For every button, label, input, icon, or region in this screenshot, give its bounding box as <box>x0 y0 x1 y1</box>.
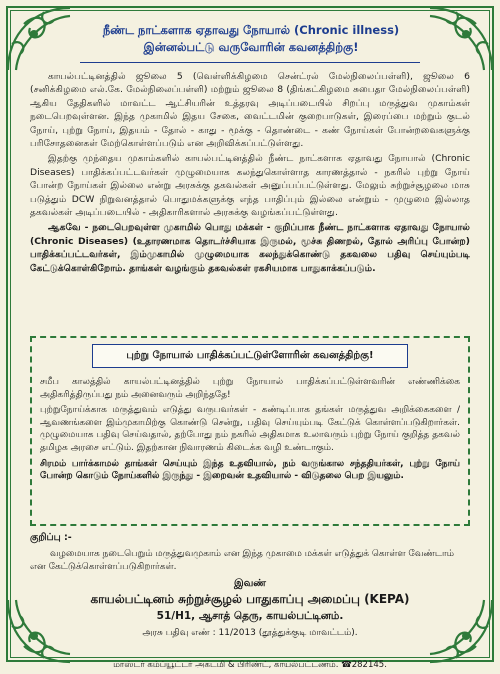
corner-ornament-top-left <box>4 4 74 74</box>
header-title: நீண்ட நாட்களாக ஏதாவது நோயால் (Chronic illness) <box>102 23 400 37</box>
organization-name: காயல்பட்டினம் சுற்றுச்சூழல் பாதுகாப்பு அமைப்பு (KEPA) <box>90 592 410 606</box>
registration-number: அரசு பதிவு எண் : 11/2013 (தூத்துக்குடி மாவட்டம்). <box>142 628 358 638</box>
header-subtitle: இன்னல்பட்டு வருவோரின் கவனத்திற்கு! <box>143 40 359 54</box>
cancer-notice-body <box>40 376 460 486</box>
header-divider <box>80 62 420 63</box>
cancer-paragraph-1: சமீப காலத்தில் காயல்பட்டினத்தில் புற்று நோயால் பாதிக்கப்பட்டுள்ளவரின் எண்ணிக்கை அதிகரித்திருப்பது நம் அனைவரும் அறிந்ததே! <box>40 377 460 400</box>
organization-address: 51/H1, ஆசாத் தெரு, காயல்பட்டினம். <box>156 610 344 622</box>
printer-footer: மாஸ்டர் கம்ப்யூட்டர் அகடமி & பிரிண்ட், காயல்பட்டணம். ☎282145. <box>113 660 387 670</box>
paragraph-previous-camps: இதற்கு முந்தைய முகாம்களில் காயல்பட்டினத்தில் நீண்ட நாட்களாக ஏதாவது நோயால் (Chronic Diseases) பாதிக்கப்பட்டவர்கள் முழுமையாக கலந்துகொள்ளாத காரணத்தால் - நகரில் புற்று நோய் போன்ற நோய்கள் இல்லை என்று அரசுக்கு தகவல்கள் அனுப்பப்பட்டுள்ளது. மேலும் சுற்றுச்சூழலை மாசு படுத்தும் DCW நிறுவனத்தால் பொதுமக்களுக்கு எந்த பாதிப்பும் இல்லை என்றும் - முழுமை இல்லாத தகவல்கள் அடிப்படையில் - அதிகாரிகளால் அரசுக்கு வழங்கப்பட்டுள்ளது. <box>30 153 470 219</box>
closing-note: வழமையாக நடைபெறும் மருத்துவமுகாம் என இந்த முகாமை மக்கள் எடுத்துக் கொள்ள வேண்டாம் என கேட்டுக்கொள்ளப்படுகிறார்கள். <box>30 549 454 572</box>
note-label: குறிப்பு :- <box>30 532 72 543</box>
cancer-paragraph-2: புற்றுநோய்க்காக மருத்துவம் எடுத்து வருபவர்கள் - கண்டிப்பாக தங்கள் மருத்துவ அறிக்கைகளை / ஆவணங்களை இம்முகாமிற்கு கொண்டு சென்று, பதிவு செய்யும்படி கேட்டுக் கொள்ளப்படுகிறார்கள். முழுமையாக பதிவு செய்வதால், தற்போது நம் நகரில் அதிகமாக உலாவரும் புற்று நோய் குறித்த தகவல் தமிழக அரசை எட்டும். இதற்கான நிவாரணம் கிடைக்க வழி உண்டாகும். <box>40 405 460 453</box>
main-body <box>30 70 470 277</box>
signoff: இவண் <box>233 578 267 589</box>
corner-ornament-top-right <box>426 4 496 74</box>
page-header <box>92 22 410 56</box>
cancer-paragraph-3: சிரமம் பார்க்காமல் தாங்கள் செய்யும் இந்த உதவியால், நம் வருங்கால சந்ததியர்கள், புற்று நோய் போன்ற கொடும் நோய்களில் இருந்து - இறைவன் உதவியால் - விடுதலை பெற இயலும். <box>40 458 460 482</box>
paragraph-appeal: ஆகவே - நடைபெறவுள்ள முகாமில் பொது மக்கள் - குறிப்பாக நீண்ட நாட்களாக ஏதாவது நோயால் (Chronic Diseases) (உதாரணமாக தொடர்ச்சியாக இருமல், மூச்சு திணறல், தோல் அரிப்பு போன்ற) பாதிக்கப்பட்டவர்கள், இம்முகாமில் முழுமையாக கலந்துக்கொண்டு தகவலை பதிவு செய்யும்படி கேட்டுக்கொள்கிறோம். தாங்கள் வழங்கும் தகவல்கள் ரகசியமாக பாதுகாக்கப்படும். <box>30 222 470 274</box>
paragraph-camp-dates: காயல்பட்டினத்தில் ஜூலை 5 (வெள்ளிக்கிழமை சென்ட்ரல் மேல்நிலைப்பள்ளி), ஜூலை 6 (சனிக்கிழமை எல்.கே. மேல்நிலைப்பள்ளி) மற்றும் ஜூலை 8 (திங்கட்கிழமை சுபைதா மேல்நிலைப்பள்ளி) ஆகிய தேதிகளில் மாவட்ட ஆட்சியரின் உத்தரவு அடிப்படையில் சிறப்பு மருத்துவ முகாம்கள் நடைபெறவுள்ளன. இந்த முகாமில் இதய சேகை, வைட்டமின் குறைபாடுகள், இரைப்பை மற்றும் குடல் நோய், புற்று நோய், இதயம் - தோல் - காது - மூக்கு - தொண்டை - கண் நோய்கள் போன்றவைகளுக்கு பரிசோதனைகள் மேற்கொள்ளப்படும் என அறிவிக்கப்பட்டுள்ளது. <box>30 71 470 150</box>
cancer-notice-title: புற்று நோயால் பாதிக்கப்பட்டுள்ளோரின் கவனத்திற்கு! <box>92 344 408 368</box>
